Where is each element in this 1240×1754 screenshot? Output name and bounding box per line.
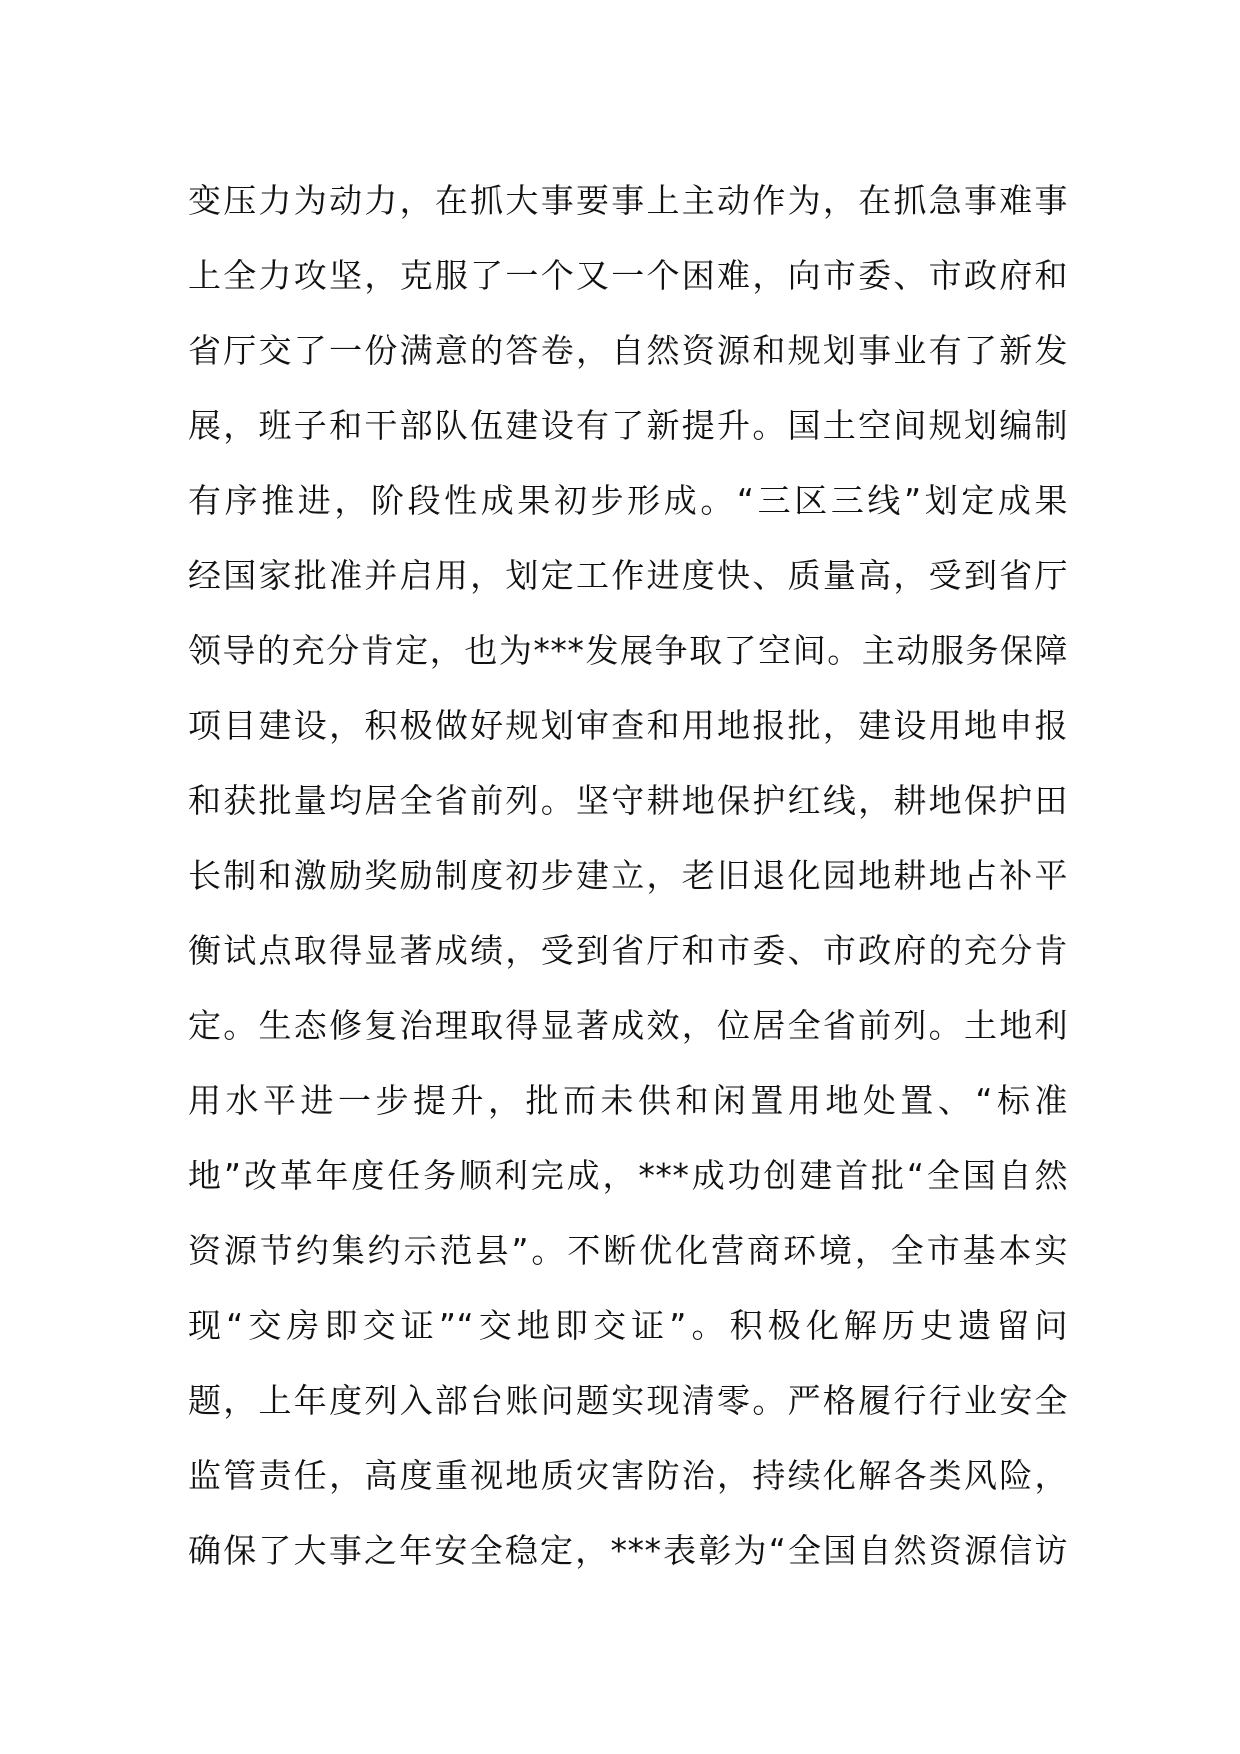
text-line: 省厅交了一份满意的答卷，自然资源和规划事业有了新发 xyxy=(188,331,1068,370)
text-line: 现“交房即交证”“交地即交证”。积极化解历史遗留问 xyxy=(188,1306,1068,1345)
text-line: 变压力为动力，在抓大事要事上主动作为，在抓急事难事 xyxy=(188,181,1068,220)
text-line: 确保了大事之年安全稳定，***表彰为“全国自然资源信访 xyxy=(188,1531,1068,1570)
text-line: 和获批量均居全省前列。坚守耕地保护红线，耕地保护田 xyxy=(188,781,1068,820)
text-line: 题，上年度列入部台账问题实现清零。严格履行行业安全 xyxy=(188,1381,1068,1420)
text-line: 经国家批准并启用，划定工作进度快、质量高，受到省厅 xyxy=(188,556,1068,595)
text-line: 展，班子和干部队伍建设有了新提升。国土空间规划编制 xyxy=(188,406,1068,445)
body-text xyxy=(188,163,1068,1588)
text-line: 长制和激励奖励制度初步建立，老旧退化园地耕地占补平 xyxy=(188,856,1068,895)
text-line: 上全力攻坚，克服了一个又一个困难，向市委、市政府和 xyxy=(188,256,1068,295)
text-line: 项目建设，积极做好规划审查和用地报批，建设用地申报 xyxy=(188,706,1068,745)
text-line: 有序推进，阶段性成果初步形成。“三区三线”划定成果 xyxy=(188,481,1068,520)
text-line: 定。生态修复治理取得显著成效，位居全省前列。土地利 xyxy=(188,1006,1068,1045)
text-line: 监管责任，高度重视地质灾害防治，持续化解各类风险， xyxy=(188,1456,1068,1495)
text-line: 衡试点取得显著成绩，受到省厅和市委、市政府的充分肯 xyxy=(188,931,1068,970)
text-line: 资源节约集约示范县”。不断优化营商环境，全市基本实 xyxy=(188,1231,1068,1270)
text-line: 用水平进一步提升，批而未供和闲置用地处置、“标准 xyxy=(188,1081,1068,1120)
text-line: 领导的充分肯定，也为***发展争取了空间。主动服务保障 xyxy=(188,631,1068,670)
text-line: 地”改革年度任务顺利完成，***成功创建首批“全国自然 xyxy=(188,1156,1068,1195)
